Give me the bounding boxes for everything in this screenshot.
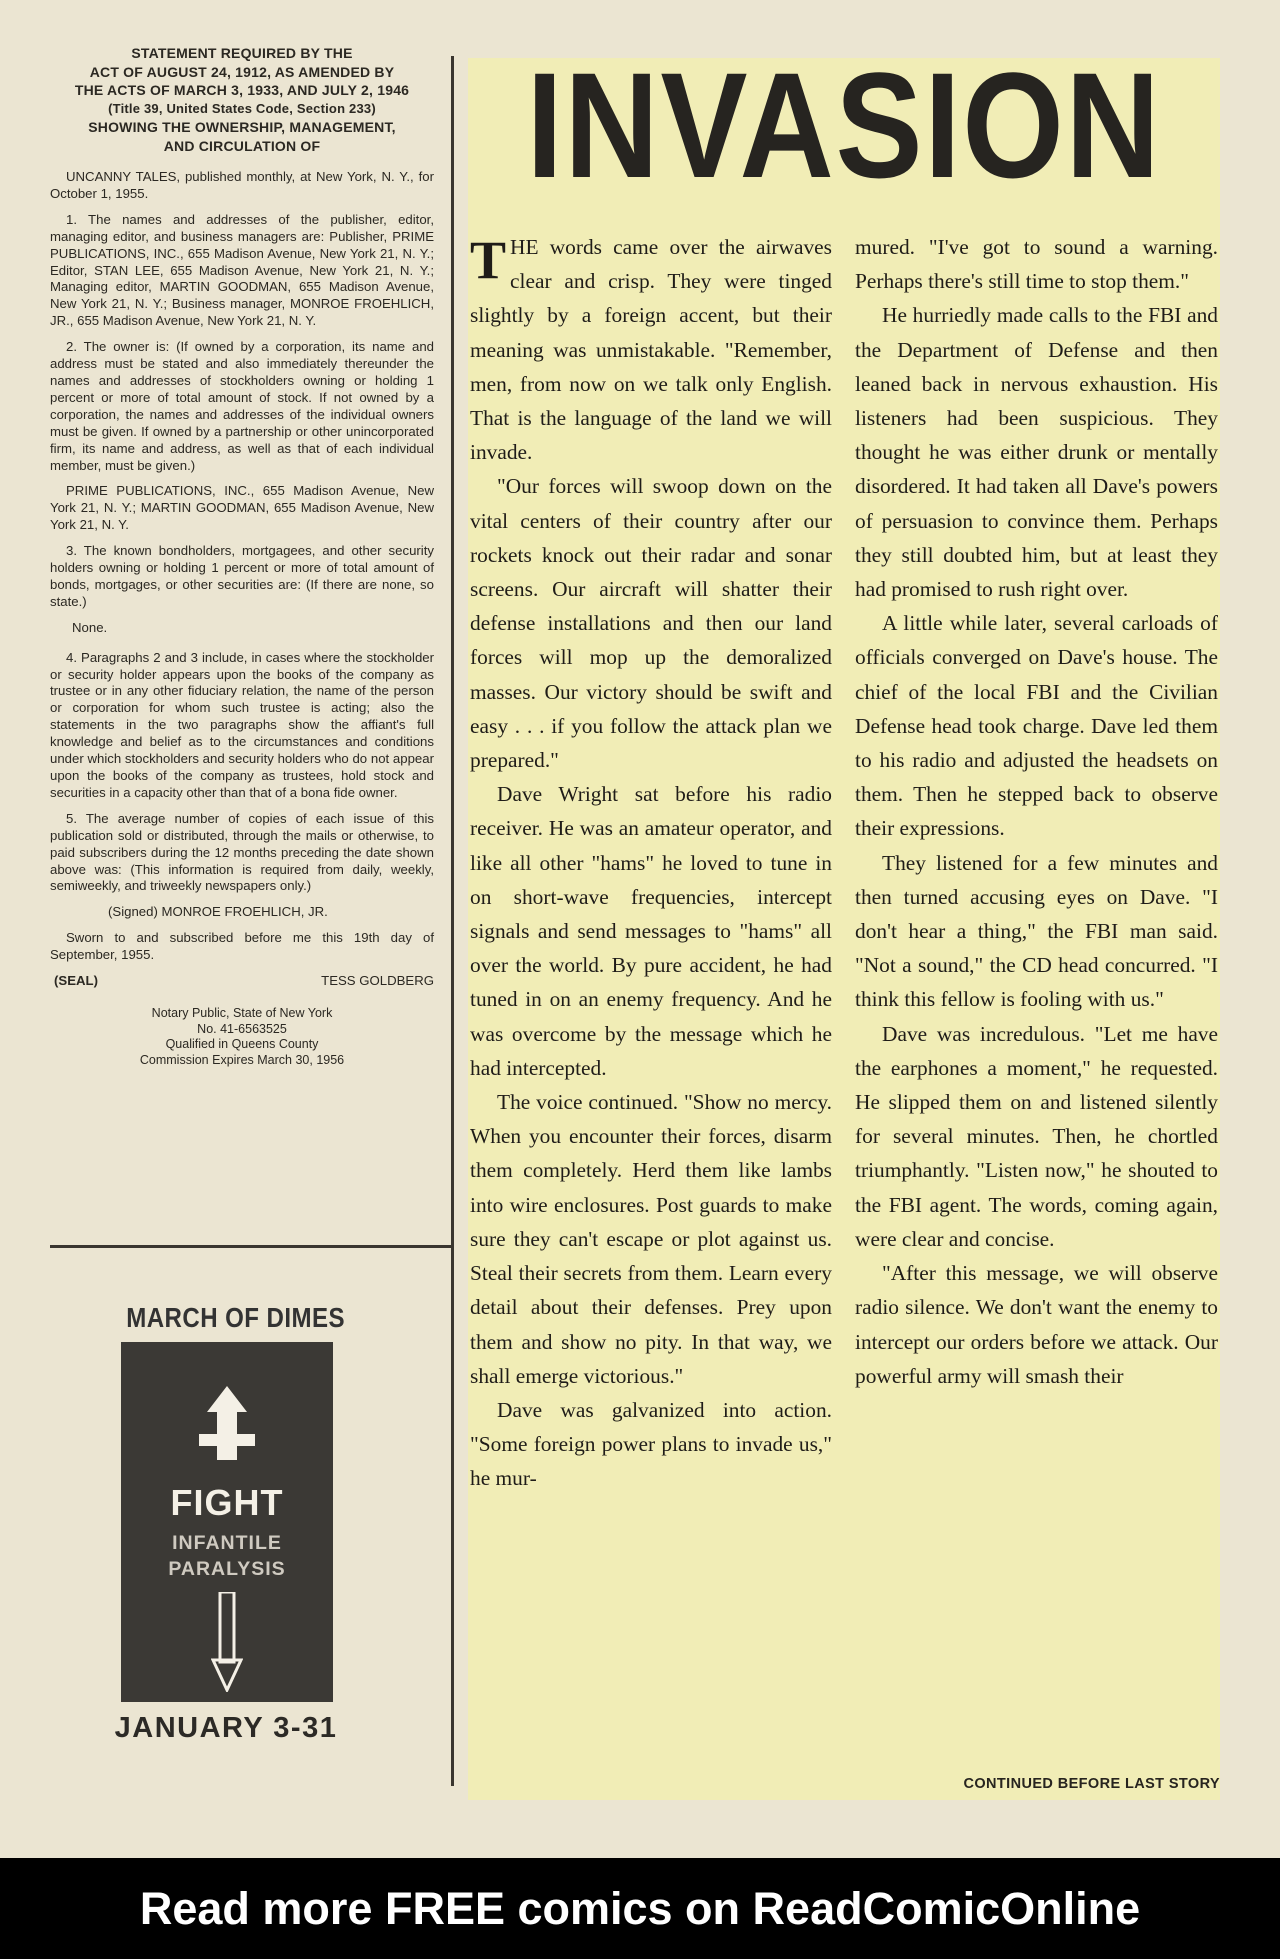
story-paragraph: Dave was galvanized into action. "Some foreign power plans to invade us," he mur-: [470, 1397, 832, 1491]
march-of-dimes-ad: [110, 1302, 345, 1760]
drop-cap: T: [470, 230, 507, 290]
statement-paragraph-1: 1. The names and addresses of the publisher, editor, managing editor, and business managers are: Publisher, PRIME PUBLICATIONS, INC., 655 Madison Avenue, New York 21, N. Y.; Editor, STAN LEE, 655 Madison Avenue, New York 21, N. Y.; Managing editor, MARTIN GOODMAN, 655 Madison Avenue, New York 21, N. Y.; Business manager, MONROE FROEHLICH, JR., 655 Madison Avenue, New York 21, N. Y.: [50, 211, 434, 329]
statement-heading-line: AND CIRCULATION OF: [163, 137, 321, 154]
statement-heading-line: (Title 39, United States Code, Section 233): [108, 100, 376, 116]
statement-heading-line: STATEMENT REQUIRED BY THE: [131, 45, 353, 61]
seal-row: [50, 973, 434, 990]
story-column-1: [470, 230, 832, 1496]
story-paragraph: A little while later, several carloads of officials converged on Dave's house. The chief of the local FBI and the Civilian Defense head took charge. Dave led them to his radio and adjusted the headsets on them. Then he stepped back to observe their expressions.: [855, 611, 1218, 841]
torch-flame-icon: [199, 1386, 255, 1460]
statement-heading-line: SHOWING THE OWNERSHIP, MANAGEMENT,: [88, 119, 396, 135]
notary-line: Notary Public, State of New York: [151, 1005, 333, 1020]
statement-paragraph-2: 2. The owner is: (If owned by a corporation, its name and address must be stated and also immediately thereunder the names and addresses of stockholders owning or holding 1 percent or more of total amount of stock. If not owned by a corporation, the names and addresses of the individual owners must be given. If owned by a partnership or other unincorporated firm, its name and address, as well as that of each individual member, must be given.): [50, 339, 434, 473]
ad-panel: [121, 1342, 333, 1702]
down-arrow-icon: [211, 1592, 243, 1692]
footer-text[interactable]: Read more FREE comics on ReadComicOnline: [139, 1882, 1141, 1934]
statement-signed: (Signed) MONROE FROEHLICH, JR.: [108, 904, 328, 920]
notary-line: Qualified in Queens County: [165, 1037, 319, 1052]
statement-paragraph-3: 3. The known bondholders, mortgagees, and other security holders owning or holding 1 percent or more of total amount of bonds, mortgages, or other securities are: (If there are none, so state.): [50, 543, 434, 609]
ownership-statement: [50, 44, 434, 1068]
statement-heading: [50, 44, 434, 155]
statement-heading-line: ACT OF AUGUST 24, 1912, AS AMENDED BY: [89, 63, 395, 80]
story-title: INVASION: [526, 41, 1162, 209]
vertical-divider: [451, 56, 454, 1786]
ad-title: MARCH OF DIMES: [126, 1302, 345, 1333]
notary-name: TESS GOLDBERG: [321, 973, 434, 989]
ad-infantile-text: INFANTILE: [172, 1532, 282, 1554]
story-paragraph: The voice continued. "Show no mercy. When you encounter their forces, disarm them completely. Herd them like lambs into wire enclosures. Post guards to make sure they can't escape or plot against us. Steal their secrets from them. Learn every detail about their defenses. Prey upon them and show no pity. In that way, we shall emerge victorious.": [470, 1090, 832, 1388]
seal-label: (SEAL): [54, 973, 98, 989]
notary-line: Commission Expires March 30, 1956: [139, 1052, 345, 1067]
story-paragraph: Dave was incredulous. "Let me have the earphones a moment," he requested. He slipped them on and listened silently for several minutes. Then, he chortled triumphantly. "Listen now," he shouted to the FBI agent. The words, coming again, were clear and concise.: [855, 1021, 1218, 1251]
story-paragraph: mured. "I've got to sound a warning. Perhaps there's still time to stop them.": [855, 235, 1218, 294]
story-paragraph: [470, 230, 832, 469]
statement-sworn: Sworn to and subscribed before me this 19th day of September, 1955.: [50, 930, 434, 963]
story-paragraph-text: HE words came over the airwaves clear and crisp. They were tinged slightly by a foreign accent, but their meaning was unmistakable. "Remember, men, from now on we talk only English. That is the language of the land we will invade.: [470, 235, 832, 465]
story-paragraph: They listened for a few minutes and then turned accusing eyes on Dave. "I don't hear a thing," the FBI man said. "Not a sound," the CD head concurred. "I think this fellow is fooling with us.": [855, 850, 1218, 1012]
story-paragraph: "After this message, we will observe radio silence. We don't want the enemy to intercept our orders before we attack. Our powerful army will smash their: [855, 1261, 1218, 1388]
statement-paragraph-5: 5. The average number of copies of each issue of this publication sold or distributed, through the mails or otherwise, to paid subscribers during the 12 months preceding the date shown above was: (This information is required from daily, weekly, semiweekly, and triweekly newspapers only.): [50, 810, 434, 894]
continued-note: CONTINUED BEFORE LAST STORY: [963, 1776, 1220, 1792]
notary-block: [50, 1006, 434, 1068]
story-column-2: [855, 230, 1218, 1393]
statement-paragraph-2b: PRIME PUBLICATIONS, INC., 655 Madison Avenue, New York 21, N. Y.; MARTIN GOODMAN, 655 Madison Avenue, New York 21, N. Y.: [50, 483, 434, 533]
ad-paralysis-text: PARALYSIS: [168, 1558, 286, 1580]
ad-fight-text: FIGHT: [170, 1482, 284, 1523]
story-paragraph: He hurriedly made calls to the FBI and the Department of Defense and then leaned back in nervous exhaustion. His listeners had been suspicious. They thought he was either drunk or mentally disordered. It had taken all Dave's powers of persuasion to convince them. Perhaps they still doubted him, but at least they had promised to rush right over.: [855, 303, 1218, 602]
statement-paragraph-4: 4. Paragraphs 2 and 3 include, in cases where the stockholder or security holder appears upon the books of the company as trustee or in any other fiduciary relation, the name of the person or corporation for whom such trustee is acting; also the statements in the two paragraphs show the affiant's full knowledge and belief as to the circumstances and conditions under which stockholders and security holders who do not appear upon the books of the company as trustees, hold stock and securities in a capacity other than that of a bona fide owner.: [50, 649, 434, 800]
ad-dates: JANUARY 3-31: [114, 1712, 338, 1744]
story-paragraph: "Our forces will swoop down on the vital centers of their country after our rockets knock out their radar and sonar screens. Our aircraft will shatter their defense installations and then our land forces will mop up the demoralized masses. Our victory should be swift and easy . . . if you follow the attack plan we prepared.": [470, 474, 832, 773]
horizontal-divider: [50, 1245, 452, 1248]
notary-line: No. 41-6563525: [197, 1021, 287, 1036]
statement-intro: UNCANNY TALES, published monthly, at New York, N. Y., for October 1, 1955.: [50, 169, 434, 201]
story-paragraph: Dave Wright sat before his radio receiver. He was an amateur operator, and like all other "hams" he loved to tune in on short-wave frequencies, intercept signals and send messages to "hams" all over the world. By pure accident, he had tuned in on an enemy frequency. And he was overcome by the message which he had intercepted.: [470, 782, 832, 1080]
statement-heading-line: THE ACTS OF MARCH 3, 1933, AND JULY 2, 1946: [74, 82, 410, 98]
promo-footer[interactable]: [0, 1858, 1280, 1959]
statement-none: None.: [72, 619, 108, 635]
